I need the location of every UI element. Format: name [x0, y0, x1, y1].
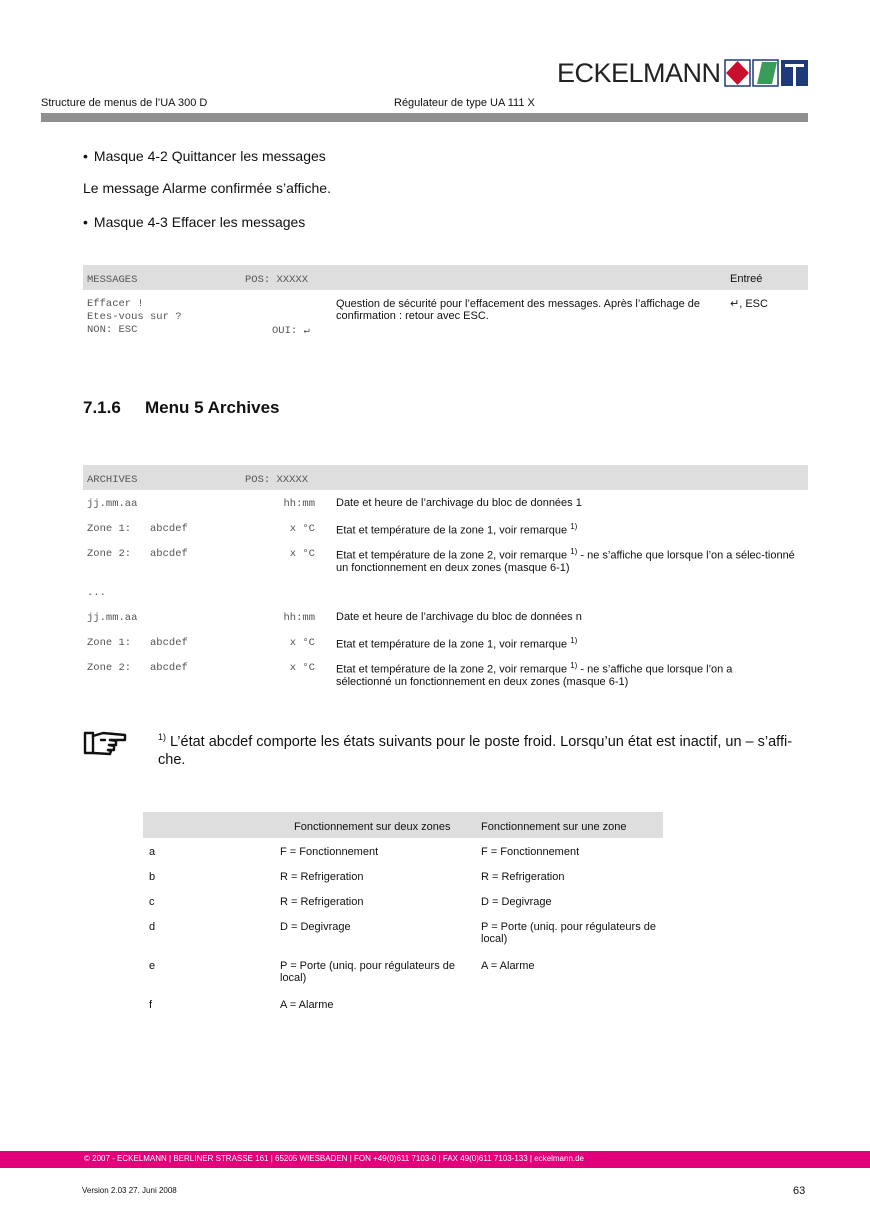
section-title: Menu 5 Archives [145, 398, 280, 417]
state-key: e [149, 960, 156, 972]
archive-row-ellipsis: ... [87, 587, 106, 599]
state-two-zones: R = Refrigeration [280, 896, 364, 908]
archive-row-right: x °C [289, 523, 315, 535]
page-number: 63 [793, 1185, 806, 1197]
archive-row-desc: Etat et température de la zone 1, voir remarque $^{1)}$ [336, 522, 578, 537]
state-key: c [149, 896, 155, 908]
archive-row-left: jj.mm.aa [87, 498, 138, 510]
states-header-one-zone: Fonctionnement sur une zone [481, 821, 627, 833]
state-two-zones: D = Degivrage [280, 921, 351, 933]
archive-row-desc: Etat et température de la zone 2, voir remarque $^{1)}$ - ne s’affiche que lorsque l’on a sélectionné un fonctionnement en deux zones (masque 6-1) [336, 661, 733, 688]
display-line-1: Effacer ! [87, 298, 144, 310]
states-header-two-zones: Fonctionnement sur deux zones [294, 821, 451, 833]
messages-entry-keys: ↵, ESC [730, 298, 768, 310]
archive-row-left: Zone 1: [87, 523, 132, 535]
archive-row-desc: Date et heure de l’archivage du bloc de données n [336, 611, 582, 623]
state-one-zone: R = Refrigeration [481, 871, 565, 883]
intro-paragraph: Le message Alarme confirmée s’affiche. [83, 180, 331, 196]
state-one-zone: F = Fonctionnement [481, 846, 580, 858]
state-key: d [149, 921, 156, 933]
archive-row-desc: Date et heure de l’archivage du bloc de données 1 [336, 497, 582, 509]
archive-row-right: x °C [289, 548, 315, 560]
state-two-zones: F = Fonctionnement [280, 846, 379, 858]
state-two-zones: A = Alarme [280, 999, 334, 1011]
archives-header-pos: POS: XXXXX [245, 474, 309, 486]
note-paragraph: $^{1)}$ L’état abcdef comporte les états suivants pour le poste froid. Lorsqu’un état est inactif, un – s’affi-che. [158, 732, 793, 768]
messages-header-entry: Entreé [730, 273, 763, 285]
archive-row-state: abcdef [150, 548, 188, 560]
archive-row-right: hh:mm [283, 498, 315, 510]
display-line-3-left: NON: ESC [87, 324, 138, 336]
brand-logo-text: ECKELMANN [557, 58, 721, 88]
archive-row-right: x °C [289, 637, 315, 649]
messages-header-pos: POS: XXXXX [245, 274, 309, 286]
header-divider [41, 113, 808, 122]
archive-row-right: hh:mm [283, 612, 315, 624]
archive-row-state: abcdef [150, 662, 188, 674]
state-key: f [149, 999, 153, 1011]
archive-row-left: Zone 2: [87, 662, 132, 674]
brand-logo-icon [724, 58, 809, 88]
bullet-mask-4-3: • Masque 4-3 Effacer les messages [83, 214, 305, 230]
archive-row-left: Zone 2: [87, 548, 132, 560]
archive-row-left: jj.mm.aa [87, 612, 138, 624]
bullet-mask-4-2: • Masque 4-2 Quittancer les messages [83, 148, 326, 164]
messages-description: Question de sécurité pour l’effacement des messages. Après l’affichage de confirmation : retour avec ESC. [336, 298, 701, 322]
state-one-zone: D = Degivrage [481, 896, 552, 908]
messages-table-header [83, 265, 808, 290]
archive-row-left: Zone 1: [87, 637, 132, 649]
footer-contact-line: © 2007 - ECKELMANN | BERLINER STRASSE 161 | 65205 WIESBADEN | FON +49(0)611 7103-0 | FAX 49(0)611 7103-133 | eckelmann.de [84, 1154, 585, 1163]
footer-bar [0, 1151, 870, 1168]
archives-header-label: ARCHIVES [87, 474, 138, 486]
state-one-zone: P = Porte (uniq. pour régulateurs de local) [481, 921, 656, 945]
archive-row-right: x °C [289, 662, 315, 674]
messages-header-label: MESSAGES [87, 274, 138, 286]
archive-row-state: abcdef [150, 523, 188, 535]
archives-table-header [83, 465, 808, 490]
section-number: 7.1.6 [83, 398, 121, 417]
pointing-hand-icon [83, 729, 128, 757]
archive-row-state: abcdef [150, 637, 188, 649]
display-line-3-right: OUI: ↵ [272, 325, 310, 337]
state-one-zone: A = Alarme [481, 960, 535, 972]
archive-row-desc: Etat et température de la zone 1, voir remarque $^{1)}$ [336, 636, 578, 651]
section-heading [83, 398, 279, 418]
state-key: a [149, 846, 156, 858]
header-device-type: Régulateur de type UA 111 X [394, 97, 535, 109]
footer-version: Version 2.03 27. Juni 2008 [82, 1186, 177, 1195]
state-key: b [149, 871, 156, 883]
state-two-zones: P = Porte (uniq. pour régulateurs de local) [280, 960, 455, 984]
state-two-zones: R = Refrigeration [280, 871, 364, 883]
archive-row-desc: Etat et température de la zone 2, voir remarque $^{1)}$ - ne s’affiche que lorsque l’on a sélec-tionné un fonctionnement en deux zones (masque 6-1) [336, 547, 795, 574]
header-document-title: Structure de menus de l’UA 300 D [41, 97, 208, 109]
display-line-2: Etes-vous sur ? [87, 311, 182, 323]
